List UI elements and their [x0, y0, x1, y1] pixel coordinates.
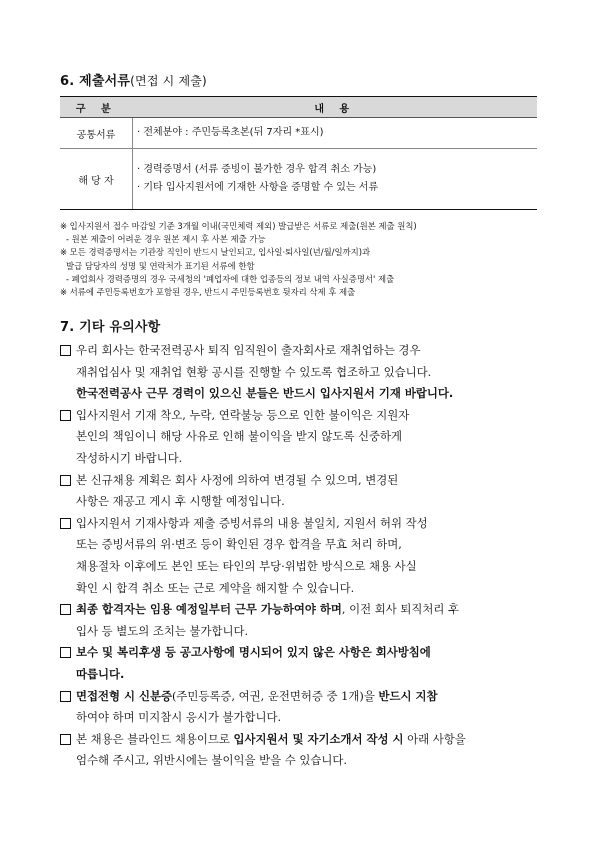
item-line: 입사지원서 기재사항과 제출 증빙서류의 내용 불일치, 지원서 허위 작성: [76, 515, 428, 530]
note-line: ※ 모든 경력증명서는 기관장 직인이 반드시 날인되고, 입사일·퇴사일(년/월/일까지)과: [60, 247, 371, 258]
item-line: [76, 686, 550, 708]
table-row: [60, 149, 537, 210]
checkbox-square-icon: [60, 345, 71, 356]
item-line: 본 신규채용 계획은 회사 사정에 의하여 변경될 수 있으며, 변경된: [76, 472, 399, 487]
note-line: ※ 서류에 주민등록번호가 포함된 경우, 반드시 주민등록번호 뒷자리 삭제 후 제출: [60, 287, 356, 298]
note-line: - 폐업회사 경력증명의 경우 국세청의 '폐업자에 대한 업종등의 정보 내역 사실증명서' 제출: [66, 273, 395, 284]
row-line: · 기타 입사지원서에 기재한 사항을 증명할 수 있는 서류: [137, 182, 379, 193]
list-item: [60, 686, 550, 729]
item-line: 사항은 재공고 게시 후 시행할 예정입니다.: [76, 494, 285, 509]
list-item: [60, 513, 550, 599]
item-text: (주민등록증, 여권, 운전면허증 중 1개)을: [171, 688, 379, 703]
section-6-subtitle: (면접 시 제출): [130, 74, 207, 88]
section-6-heading: [60, 70, 207, 89]
item-bold-text: 입사지원서 및 자기소개서 작성 시: [233, 731, 404, 746]
item-line: [76, 729, 550, 751]
item-line: 입사 등 별도의 조치는 불가합니다.: [76, 623, 249, 638]
item-text: , 이전 회사 퇴직처리 후: [341, 602, 460, 617]
row-content: [133, 149, 538, 210]
item-line: 또는 증빙서류의 위·변조 등이 확인된 경우 합격을 무효 처리 하며,: [76, 537, 402, 552]
item-line: 입사지원서 기재 착오, 누락, 연락불능 등으로 인한 불이익은 지원자: [76, 407, 410, 422]
checkbox-square-icon: [60, 475, 71, 486]
item-bold-text: 면접전형 시 신분증: [76, 688, 172, 703]
item-line: 재취업심사 및 재취업 현황 공시를 진행할 수 있도록 협조하고 있습니다.: [76, 364, 432, 379]
checkbox-square-icon: [60, 734, 71, 745]
checkbox-square-icon: [60, 691, 71, 702]
item-line: 우리 회사는 한국전력공사 퇴직 임직원이 출자회사로 재취업하는 경우: [76, 343, 421, 357]
item-line-bold: 따릅니다.: [76, 666, 125, 681]
item-line-bold: 한국전력공사 근무 경력이 있으신 분들은 반드시 입사지원서 기재 바랍니다.: [76, 386, 454, 401]
item-text: 아래 사항을: [403, 731, 466, 746]
item-line: 채용절차 이후에도 본인 또는 타인의 부당·위법한 방식으로 채용 사실: [76, 558, 417, 573]
item-line: 확인 시 합격 취소 또는 근로 계약을 해지할 수 있습니다.: [76, 580, 355, 595]
item-bold-text: 최종 합격자는 임용 예정일부터 근무 가능하여야 하며: [76, 602, 342, 617]
note-line: 발급 담당자의 성명 및 연락처가 표기된 서류에 한함: [66, 260, 255, 271]
item-line: 작성하시기 바랍니다.: [76, 450, 183, 465]
table-row: [60, 118, 537, 149]
checkbox-square-icon: [60, 604, 71, 615]
list-item: [60, 599, 550, 642]
section-6-title: 6. 제출서류: [60, 74, 131, 89]
table-header-row: [60, 97, 537, 118]
row-line: · 전체분야 : 주민등록초본(뒤 7자리 *표시): [137, 127, 324, 138]
list-item: [60, 340, 550, 405]
item-line: 엄수해 주시고, 위반시에는 불이익을 받을 수 있습니다.: [76, 753, 348, 768]
row-line: · 경력증명서 (서류 증빙이 불가한 경우 합격 취소 가능): [137, 164, 377, 175]
row-category: 공통서류: [60, 118, 133, 149]
item-bold-text: 반드시 지참: [378, 688, 438, 703]
item-line: [76, 599, 550, 621]
header-content: 내 용: [133, 97, 538, 118]
item-line: 하여야 하며 미지참시 응시가 불가합니다.: [76, 710, 282, 725]
list-item: [60, 642, 550, 685]
notice-list: [60, 340, 550, 772]
list-item: [60, 405, 550, 470]
checkbox-square-icon: [60, 410, 71, 421]
item-line-bold: 보수 및 복리후생 등 공고사항에 명시되어 있지 않은 사항은 회사방침에: [76, 645, 431, 660]
note-line: - 원본 제출이 어려운 경우 원본 제시 후 사본 제출 가능: [66, 234, 266, 245]
note-line: ※ 입사지원서 접수 마감일 기준 3개월 이내(국민체력 제외) 발급받은 서류로 제출(원본 제출 원칙): [60, 221, 417, 231]
item-text: 본 채용은 블라인드 채용이므로: [76, 731, 234, 746]
row-content: [133, 118, 538, 149]
documents-table: [60, 96, 537, 210]
notes-block: [60, 220, 540, 299]
item-line: 본인의 책임이니 해당 사유로 인해 불이익을 받지 않도록 신중하게: [76, 429, 403, 444]
section-7-heading: 7. 기타 유의사항: [60, 320, 161, 335]
header-category: 구 분: [60, 97, 133, 118]
checkbox-square-icon: [60, 647, 71, 658]
checkbox-square-icon: [60, 518, 71, 529]
list-item: [60, 729, 550, 772]
row-category: 해 당 자: [60, 149, 133, 210]
list-item: [60, 470, 550, 513]
